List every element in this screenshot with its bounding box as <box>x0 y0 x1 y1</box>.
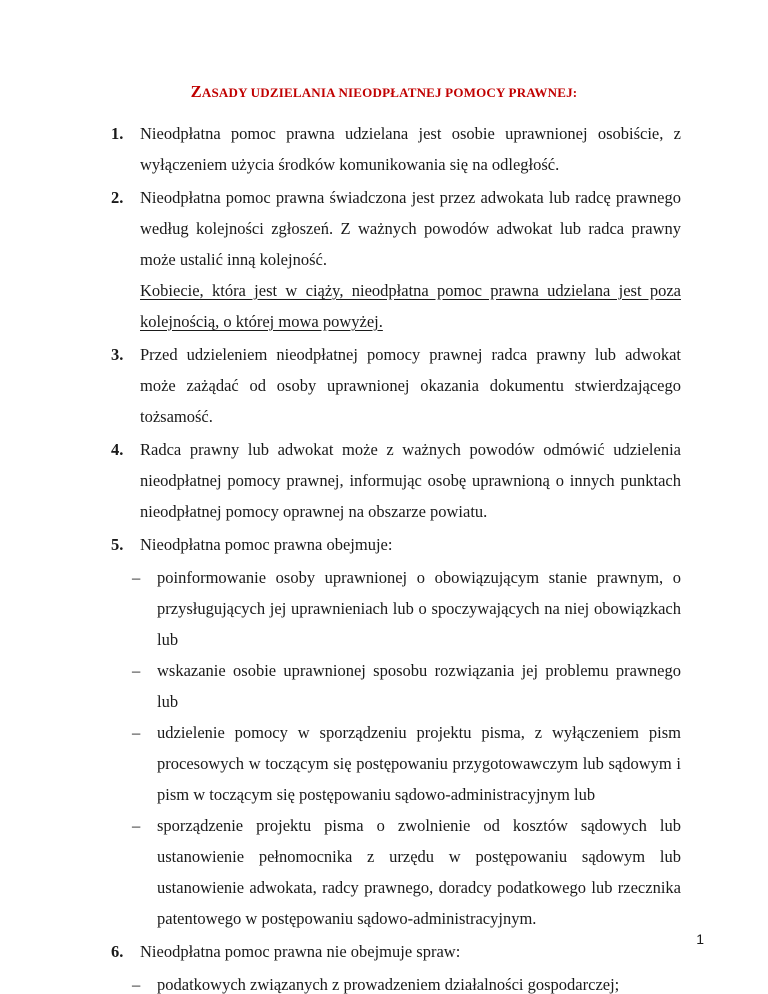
item-note-underlined: Kobiecie, która jest w ciąży, nieodpłatna pomoc prawna udzielana jest poza kolejnością, o której mowa powyżej. <box>140 281 681 331</box>
document-body <box>111 118 681 994</box>
sub-item <box>111 655 681 717</box>
sub-item-text: poinformowanie osoby uprawnionej o obowiązującym stanie prawnym, o przysługujących jej uprawnieniach lub o spoczywających na niej obowiązkach lub <box>157 568 681 649</box>
item-number: 3. <box>111 345 124 364</box>
list-item-3 <box>111 339 681 432</box>
list-item-6 <box>111 936 681 967</box>
sub-item <box>111 810 681 934</box>
item-text: Nieodpłatna pomoc prawna świadczona jest przez adwokata lub radcę prawnego według kolejności zgłoszeń. Z ważnych powodów adwokat lub radca prawny może ustalić inną kolejność. <box>140 188 681 269</box>
item-text: Radca prawny lub adwokat może z ważnych powodów odmówić udzielenia nieodpłatnej pomocy prawnej, informując osobę uprawnioną o innych punktach nieodpłatnej pomocy oprawnej na obszarze powiatu. <box>140 440 681 521</box>
list-item-2 <box>111 182 681 337</box>
title-rest: ASADY UDZIELANIA NIEODPŁATNEJ POMOCY PRAWNEJ: <box>201 85 578 100</box>
item-number: 1. <box>111 124 124 143</box>
sub-item-text: udzielenie pomocy w sporządzeniu projektu pisma, z wyłączeniem pism procesowych w toczącym się postępowaniu przygotowawczym lub sądowym i pism w toczącym się postępowaniu sądowo-administracyjnym lub <box>157 723 681 804</box>
sub-item <box>111 969 681 994</box>
item-number: 4. <box>111 440 124 459</box>
dash-bullet: – <box>132 661 141 680</box>
dash-bullet: – <box>132 975 141 994</box>
list-item-1 <box>111 118 681 180</box>
list-item-4 <box>111 434 681 527</box>
item-number: 6. <box>111 942 124 961</box>
dash-bullet: – <box>132 816 141 835</box>
page-number: 1 <box>696 931 704 947</box>
item-text: Przed udzieleniem nieodpłatnej pomocy prawnej radca prawny lub adwokat może zażądać od osoby uprawnionej okazania dokumentu stwierdzającego tożsamość. <box>140 345 681 426</box>
sub-item <box>111 717 681 810</box>
item-number: 2. <box>111 188 124 207</box>
item-text: Nieodpłatna pomoc prawna nie obejmuje spraw: <box>140 942 461 961</box>
sub-item <box>111 562 681 655</box>
document-title <box>0 76 768 108</box>
list-item-5 <box>111 529 681 560</box>
title-first-letter: Z <box>190 82 202 101</box>
dash-bullet: – <box>132 723 141 742</box>
dash-bullet: – <box>132 568 141 587</box>
sub-item-text: sporządzenie projektu pisma o zwolnienie od kosztów sądowych lub ustanowienie pełnomocnika z urzędu w postępowaniu sądowym lub ustanowienie adwokata, radcy prawnego, doradcy podatkowego lub rzecznika patentowego w postępowaniu sądowo-administracyjnym. <box>157 816 681 928</box>
item-number: 5. <box>111 535 124 554</box>
sub-item-text: wskazanie osobie uprawnionej sposobu rozwiązania jej problemu prawnego lub <box>157 661 681 711</box>
item-text: Nieodpłatna pomoc prawna obejmuje: <box>140 535 393 554</box>
sub-item-text: podatkowych związanych z prowadzeniem działalności gospodarczej; <box>157 975 620 994</box>
item-text: Nieodpłatna pomoc prawna udzielana jest osobie uprawnionej osobiście, z wyłączeniem użycia środków komunikowania się na odległość. <box>140 124 681 174</box>
